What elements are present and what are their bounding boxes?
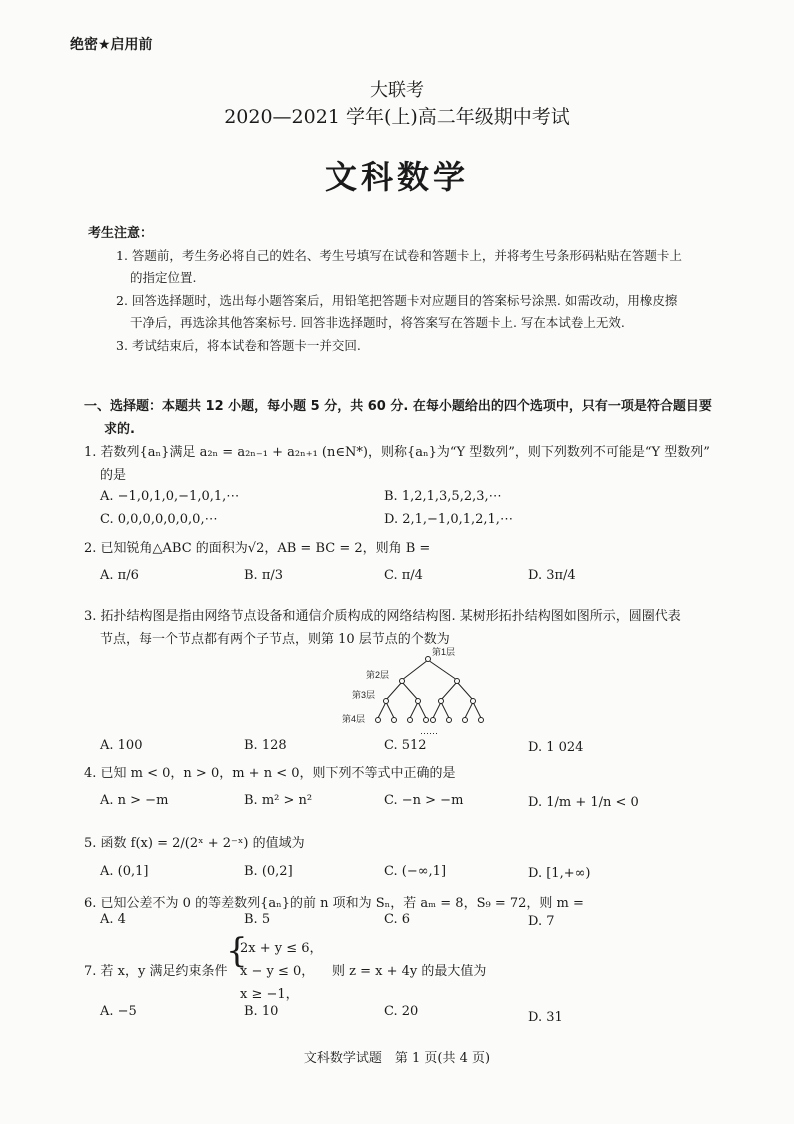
q5-option-b: B. (0,2] [244, 864, 293, 879]
constraint-2: x − y ≤ 0， [240, 964, 315, 979]
q3-option-b: B. 128 [244, 738, 287, 753]
q7-option-a: A. −5 [100, 1004, 137, 1019]
question-1-cont: 的是 [100, 468, 127, 483]
organizer-title: 大联考 [370, 80, 424, 101]
q6-option-a: A. 4 [100, 912, 126, 927]
node-circle [447, 718, 452, 723]
q4-option-d: D. 1/m + 1/n < 0 [528, 795, 639, 810]
q2-option-a: A. π/6 [100, 568, 139, 583]
node-circle [426, 657, 431, 662]
subject-title: 文科数学 [324, 158, 469, 196]
q4-option-c: C. −n > −m [384, 793, 464, 808]
tree-topology-diagram [340, 642, 520, 740]
node-circle [471, 699, 476, 704]
section-heading-cont: 求的. [104, 422, 135, 437]
q2-option-b: B. π/3 [244, 568, 284, 583]
node-circle [400, 679, 405, 684]
exam-title: 2020—2021 学年(上)高二年级期中考试 [224, 106, 570, 128]
question-7-cont: 则 z = x + 4y 的最大值为 [332, 964, 487, 979]
node-circle [431, 718, 436, 723]
question-6: 6. 已知公差不为 0 的等差数列{aₙ}的前 n 项和为 Sₙ，若 aₘ = 8，S₉ = 72，则 m = [84, 896, 584, 911]
layer-1-label: 第1层 [432, 647, 456, 657]
question-2: 2. 已知锐角△ABC 的面积为√2，AB = BC = 2，则角 B = [84, 541, 431, 556]
constraint-3: x ≥ −1， [240, 987, 299, 1002]
q6-option-b: B. 5 [244, 912, 271, 927]
q5-option-a: A. (0,1] [100, 864, 149, 879]
q5-option-d: D. [1,+∞) [528, 866, 591, 881]
q3-option-a: A. 100 [100, 738, 143, 753]
layer-4-label: 第4层 [342, 714, 366, 724]
question-4: 4. 已知 m < 0，n > 0，m + n < 0，则下列不等式中正确的是 [84, 766, 456, 781]
q5-option-c: C. (−∞,1] [384, 864, 447, 879]
node-circle [408, 718, 413, 723]
q1-option-c: C. 0,0,0,0,0,0,0,⋯ [100, 512, 218, 527]
q6-option-d: D. 7 [528, 914, 555, 929]
notice-heading: 考生注意： [88, 226, 154, 241]
q3-option-d: D. 1 024 [528, 740, 584, 755]
q2-option-d: D. 3π/4 [528, 568, 576, 583]
notice-item-1-cont: 的指定位置. [130, 270, 197, 285]
continuation-dots: ⋯⋯ [420, 728, 438, 738]
question-1: 1. 若数列{aₙ}满足 a₂ₙ = a₂ₙ₋₁ + a₂ₙ₊₁ (n∈N*)，则称{aₙ}为“Y 型数列”，则下列数列不可能是“Y 型数列” [84, 445, 710, 460]
layer-2-label: 第2层 [366, 670, 390, 680]
notice-item-2-cont: 干净后，再选涂其他答案标号. 回答非选择题时，将答案写在答题卡上. 写在本试卷上无效. [130, 315, 625, 330]
constraint-1: 2x + y ≤ 6， [240, 941, 323, 956]
notice-item-3: 3. 考试结束后，将本试卷和答题卡一并交回. [116, 338, 361, 353]
q6-option-c: C. 6 [384, 912, 411, 927]
notice-item-2: 2. 回答选择题时，选出每小题答案后，用铅笔把答题卡对应题目的答案标号涂黑. 如需改动，用橡皮擦 [116, 293, 678, 308]
node-circle [376, 718, 381, 723]
constraint-brace: { [226, 931, 248, 971]
node-circle [439, 699, 444, 704]
layer-3-label: 第3层 [352, 690, 376, 700]
section-heading: 一、选择题：本题共 12 小题，每小题 5 分，共 60 分. 在每小题给出的四个选项中，只有一项是符合题目要 [84, 399, 712, 414]
node-circle [392, 718, 397, 723]
q1-option-a: A. −1,0,1,0,−1,0,1,⋯ [100, 489, 240, 504]
confidential-label: 绝密★启用前 [70, 37, 153, 53]
node-circle [463, 718, 468, 723]
node-circle [455, 679, 460, 684]
notice-item-1: 1. 答题前，考生务必将自己的姓名、考生号填写在试卷和答题卡上，并将考生号条形码粘贴在答题卡上 [116, 248, 682, 263]
question-3: 3. 拓扑结构图是指由网络节点设备和通信介质构成的网络结构图. 某树形拓扑结构图如图所示，圆圈代表 [84, 609, 681, 624]
q3-option-c: C. 512 [384, 738, 427, 753]
page-footer: 文科数学试题 第 1 页(共 4 页) [303, 1051, 491, 1066]
q1-option-b: B. 1,2,1,3,5,2,3,⋯ [384, 489, 502, 504]
node-circle [384, 699, 389, 704]
q1-option-d: D. 2,1,−1,0,1,2,1,⋯ [384, 512, 513, 527]
q4-option-b: B. m² > n² [244, 793, 313, 808]
q4-option-a: A. n > −m [100, 793, 169, 808]
q7-option-b: B. 10 [244, 1004, 279, 1019]
question-3-cont: 节点，每一个节点都有两个子节点，则第 10 层节点的个数为 [100, 632, 450, 647]
question-7: 7. 若 x，y 满足约束条件 [84, 964, 228, 979]
q7-option-c: C. 20 [384, 1004, 419, 1019]
q7-option-d: D. 31 [528, 1010, 563, 1025]
node-circle [479, 718, 484, 723]
node-circle [424, 718, 429, 723]
node-circle [416, 699, 421, 704]
question-5: 5. 函数 f(x) = 2/(2ˣ + 2⁻ˣ) 的值域为 [84, 836, 305, 851]
q2-option-c: C. π/4 [384, 568, 423, 583]
